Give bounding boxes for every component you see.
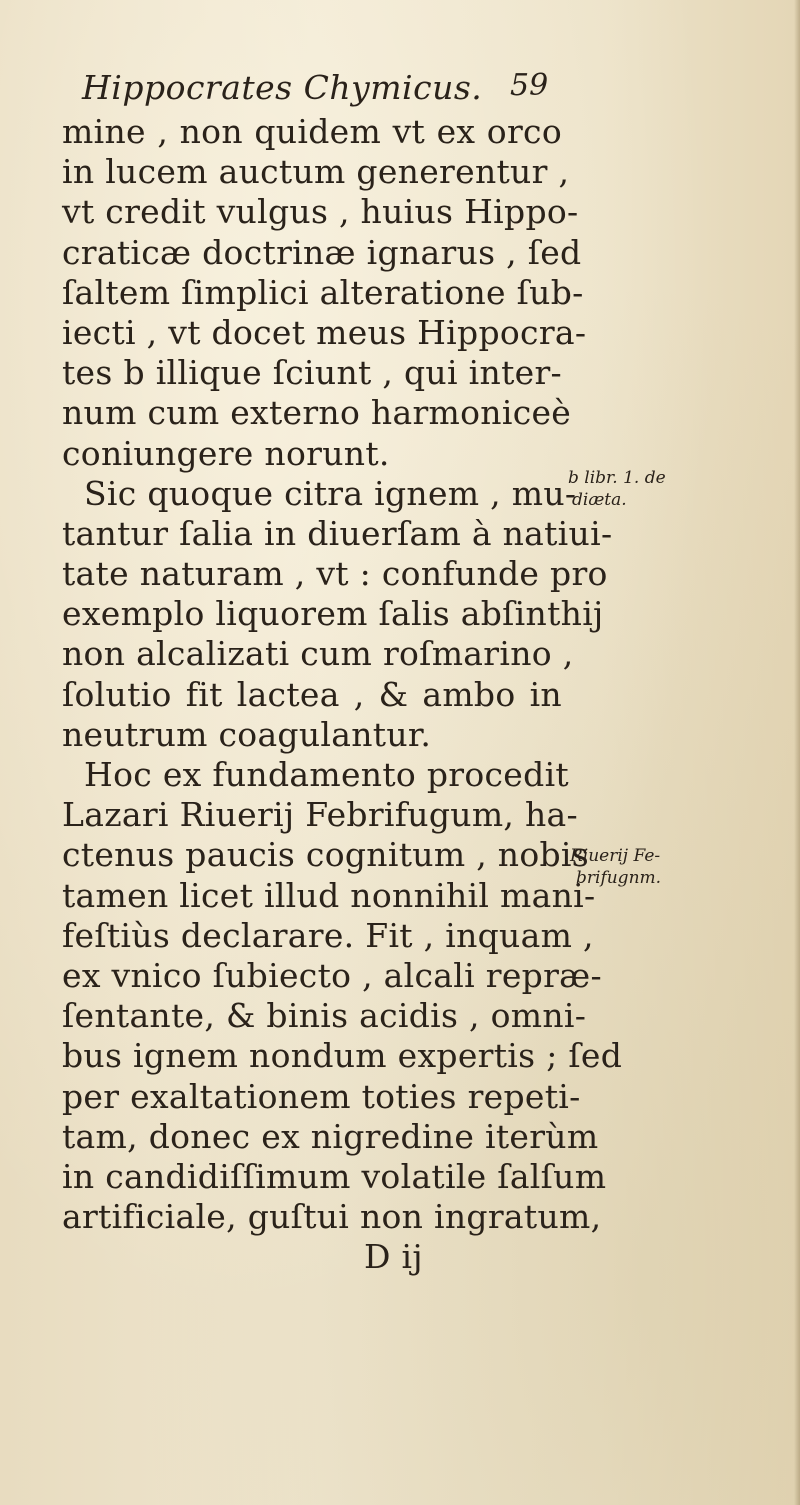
margin-note-diaeta <box>568 467 666 511</box>
running-head: Hippocrates Chymicus. <box>82 68 483 107</box>
text-line: vt credit vulgus , huius Hippo- <box>62 192 579 232</box>
page-header <box>0 68 580 116</box>
text-line: tes b illique ſciunt , qui inter- <box>62 353 562 393</box>
page-edge-shadow <box>794 0 800 1505</box>
text-line: Lazari Riuerij Febrifugum, ha- <box>62 795 578 835</box>
text-line: tantur ſalia in diuerſam à natiui- <box>62 513 613 553</box>
text-line: tam, donec ex nigredine iterùm <box>62 1116 599 1156</box>
margin-note-line: brifugnm. <box>576 868 662 888</box>
margin-note-line: b libr. 1. de <box>568 468 666 488</box>
text-line: bus ignem nondum expertis ; ſed <box>62 1036 623 1076</box>
margin-note-line: diæta. <box>572 490 627 510</box>
text-line: ex vnico ſubiecto , alcali repræ- <box>62 955 602 995</box>
text-line: ſentante, & binis acidis , omni- <box>62 996 587 1036</box>
text-line: ſaltem ſimplici alteratione ſub- <box>62 272 584 312</box>
text-line: per exaltationem toties repeti- <box>62 1076 581 1116</box>
text-line: ſolutio fit lactea , & ambo in <box>62 674 562 714</box>
text-line: ctenus paucis cognitum , nobis <box>62 835 590 875</box>
text-line: mine , non quidem vt ex orco <box>62 112 562 151</box>
margin-note-riverius <box>570 845 661 889</box>
text-line: in lucem auctum generentur , <box>62 152 570 192</box>
paragraph-start-line: Sic quoque citra ignem , mu- <box>84 473 577 513</box>
text-line: coniungere norunt. <box>62 433 390 473</box>
text-line: tate naturam , vt : confunde pro <box>62 554 608 594</box>
text-line: exemplo liquorem ſalis abſinthij <box>62 594 604 634</box>
text-line: craticæ doctrinæ ignarus , ſed <box>62 232 582 272</box>
text-line: neutrum coagulantur. <box>62 714 432 754</box>
text-line: non alcalizati cum roſmarino , <box>62 634 574 674</box>
text-line: num cum externo harmoniceè <box>62 393 572 433</box>
text-line: tamen licet illud nonnihil mani- <box>62 875 596 915</box>
margin-note-line: Riuerij Fe- <box>570 846 661 866</box>
text-line: iecti , vt docet meus Hippocra- <box>62 312 587 352</box>
page-number: 59 <box>510 68 549 103</box>
text-line: artificiale, guſtui non ingratum, <box>62 1197 602 1237</box>
text-line: feſtiùs declarare. Fit , inquam , <box>62 915 594 955</box>
signature-mark: D ij <box>364 1237 423 1277</box>
text-line: in candidiſſimum volatile ſalſum <box>62 1156 607 1196</box>
paragraph-start-line: Hoc ex fundamento procedit <box>84 755 569 794</box>
